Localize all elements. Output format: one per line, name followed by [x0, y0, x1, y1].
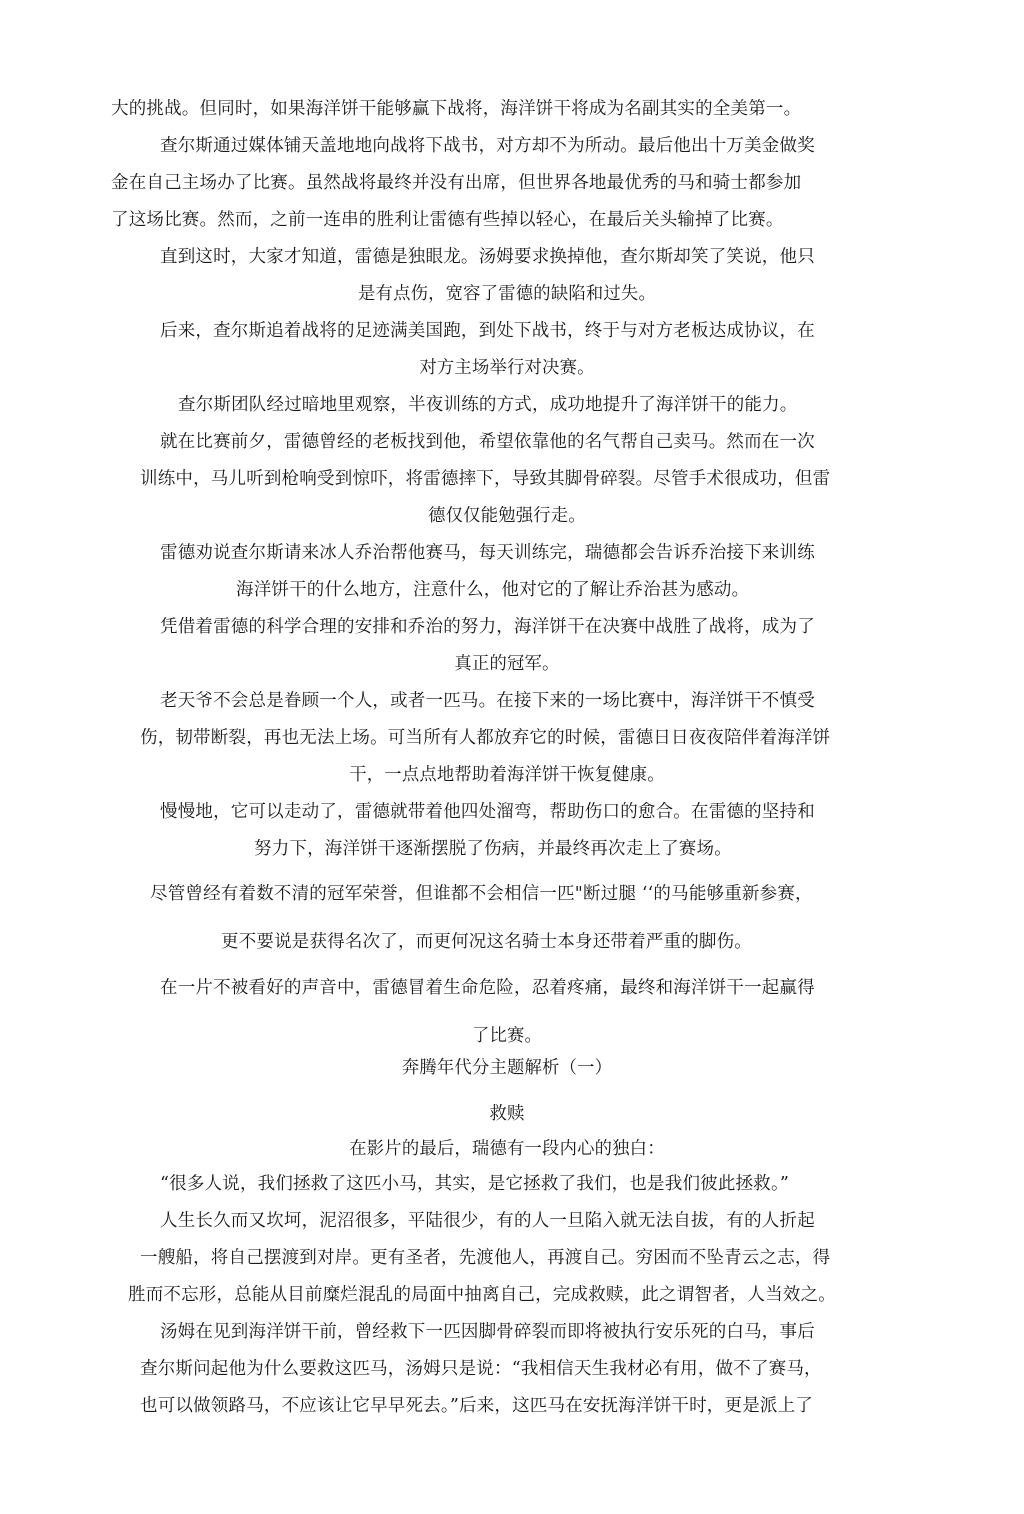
body-text-line: 一艘船，将自己摆渡到对岸。更有圣者，先渡他人，再渡自己。穷困而不坠青云之志，得	[140, 1248, 831, 1268]
body-text-line: 也可以做领路马，不应该让它早早死去。”后来，这匹马在安抚海洋饼干时，更是派上了	[140, 1396, 813, 1416]
body-text-line: 在一片不被看好的声音中，雷德冒着生命危险，忍着疼痛，最终和海洋饼干一起赢得	[160, 978, 815, 998]
body-text-line: 老天爷不会总是眷顾一个人，或者一匹马。在接下来的一场比赛中，海洋饼干不慎受	[160, 691, 815, 711]
body-text-line: 训练中，马儿听到枪响受到惊吓，将雷德摔下，导致其脚骨碎裂。尽管手术很成功，但雷	[140, 469, 831, 489]
body-text-line: 更不要说是获得名次了，而更何况这名骑士本身还带着严重的脚伤。	[221, 932, 752, 952]
quote-line: “很多人说，我们拯救了这匹小马，其实，是它拯救了我们，也是我们彼此拯救。”	[160, 1174, 790, 1194]
body-text-line: 海洋饼干的什么地方，注意什么，他对它的了解让乔治甚为感动。	[236, 580, 750, 600]
body-text-line: 努力下，海洋饼干逐渐摆脱了伤病，并最终再次走上了赛场。	[254, 839, 732, 859]
body-text-line: 金在自己主场办了比赛。虽然战将最终并没有出席，但世界各地最优秀的马和骑士都参加	[111, 173, 802, 193]
body-text-line: 伤，韧带断裂，再也无法上场。可当所有人都放弃它的时候，雷德日日夜夜陪伴着海洋饼	[140, 728, 831, 748]
body-text-line: 查尔斯通过媒体铺天盖地地向战将下战书，对方却不为所动。最后他出十万美金做奖	[160, 136, 815, 156]
body-text-line: 了这场比赛。然而，之前一连串的胜利让雷德有些掉以轻心，在最后关头输掉了比赛。	[111, 210, 784, 230]
body-text-line: 对方主场举行对决赛。	[419, 358, 595, 378]
body-text-line: 胜而不忘形，总能从目前糜烂混乱的局面中抽离自己，完成救赎，此之谓智者，人当效之。	[128, 1285, 836, 1305]
body-text-line: 慢慢地，它可以走动了，雷德就带着他四处溜弯，帮助伤口的愈合。在雷德的坚持和	[160, 802, 815, 822]
body-text-line: 在影片的最后，瑞德有一段内心的独白：	[349, 1139, 665, 1159]
body-text-line: 干，一点点地帮助着海洋饼干恢复健康。	[349, 765, 665, 785]
body-text-line: 凭借着雷德的科学合理的安排和乔治的努力，海洋饼干在决赛中战胜了战将，成为了	[160, 617, 815, 637]
body-text-line: 就在比赛前夕，雷德曾经的老板找到他，希望依靠他的名气帮自己卖马。然而在一次	[160, 432, 815, 452]
body-text-line: 查尔斯团队经过暗地里观察，半夜训练的方式，成功地提升了海洋饼干的能力。	[178, 395, 798, 415]
body-text-line: 是有点伤，宽容了雷德的缺陷和过失。	[358, 284, 656, 304]
section-heading: 奔腾年代分主题解析（一）	[401, 1058, 613, 1078]
body-text-line: 大的挑战。但同时，如果海洋饼干能够赢下战将，海洋饼干将成为名副其实的全美第一。	[111, 99, 802, 119]
body-text-line: 后来，查尔斯追着战将的足迹满美国跑，到处下战书，终于与对方老板达成协议，在	[160, 321, 815, 341]
body-text-line: 真正的冠军。	[454, 654, 560, 674]
body-text-line: 直到这时，大家才知道，雷德是独眼龙。汤姆要求换掉他，查尔斯却笑了笑说，他只	[160, 247, 815, 267]
body-text-line: 了比赛。	[471, 1026, 543, 1046]
body-text-line: 人生长久而又坎坷，泥沼很多，平陆很少，有的人一旦陷入就无法自拔，有的人折起	[160, 1211, 815, 1231]
body-text-line: 查尔斯问起他为什么要救这匹马，汤姆只是说：“我相信天生我材必有用，做不了赛马，	[140, 1359, 822, 1379]
subsection-heading: 救赎	[489, 1104, 525, 1124]
body-text-line: 德仅仅能勉强行走。	[428, 506, 586, 526]
body-text-line: 尽管曾经有着数不清的冠军荣誉，但谁都不会相信一匹"断过腿 ‘‘的马能够重新参赛，	[150, 884, 813, 904]
body-text-line: 汤姆在见到海洋饼干前，曾经救下一匹因脚骨碎裂而即将被执行安乐死的白马，事后	[160, 1322, 815, 1342]
body-text-line: 雷德劝说查尔斯请来冰人乔治帮他赛马，每天训练完，瑞德都会告诉乔治接下来训练	[160, 543, 815, 563]
